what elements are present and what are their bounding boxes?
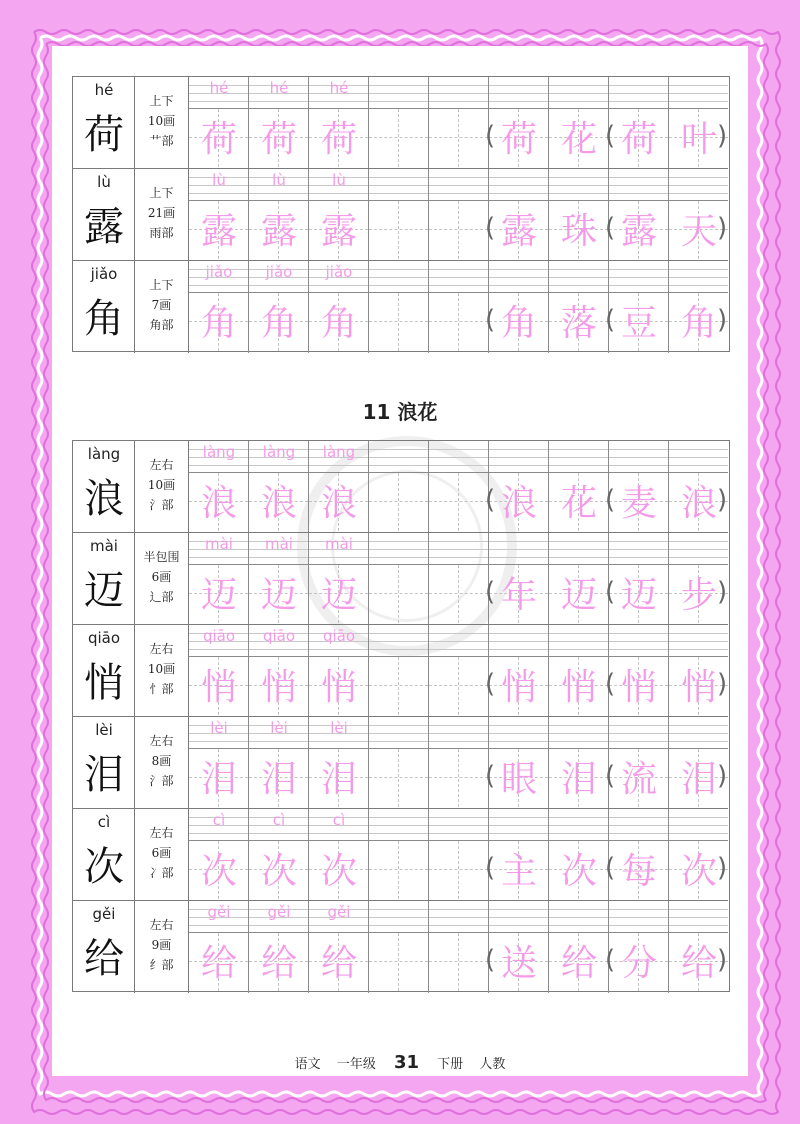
char-pinyin: hé [94,81,114,99]
char-structure: 上下 [149,278,174,292]
word-char: 悄 [500,667,537,708]
word-char: 浪 [500,483,537,524]
char-glyph: 次 [84,844,124,890]
trace-pinyin: cì [212,811,226,829]
trace-char: 露 [320,211,357,252]
word-char: 叶 [680,119,717,160]
trace-char: 浪 [260,483,297,524]
open-paren: ( [485,577,496,607]
writing-cell [429,77,489,168]
word-char: 花 [560,483,597,524]
char-glyph: 给 [84,936,124,982]
char-row [73,901,728,993]
char-row [73,169,728,261]
worksheet-page [52,46,748,1076]
trace-pinyin: lèi [270,719,288,737]
char-radical: 纟部 [149,958,174,972]
writing-grid [189,169,728,260]
trace-char: 荷 [320,119,357,160]
char-glyph: 角 [84,296,124,342]
footer-grade: 一年级 [336,1057,376,1072]
close-paren: ) [717,577,728,607]
char-pinyin: lù [97,173,111,191]
writing-grid [189,261,728,353]
footer-volume: 下册 [437,1057,464,1072]
char-info-cell [135,77,189,168]
trace-char: 给 [260,943,297,984]
trace-pinyin: lèi [210,719,228,737]
writing-cell [429,533,489,624]
char-glyph: 泪 [84,752,124,798]
footer-subject: 语文 [294,1057,321,1072]
writing-cell [429,441,489,532]
page-footer [52,1052,748,1073]
trace-char: 迈 [260,575,297,616]
char-radical: 艹部 [149,134,174,148]
trace-pinyin: mài [205,535,233,553]
char-pinyin: qiāo [87,629,121,647]
word-char: 给 [680,943,717,984]
char-head-cell [73,717,135,808]
writing-grid [189,809,728,900]
char-structure: 左右 [149,642,174,656]
char-pinyin: jiǎo [90,265,118,283]
trace-pinyin: làng [202,443,236,461]
char-row [73,809,728,901]
close-paren: ) [717,761,728,791]
close-paren: ) [717,485,728,515]
writing-cell [369,261,429,353]
char-strokes: 10画 [147,114,176,128]
trace-char: 泪 [200,759,237,800]
footer-edition: 人教 [479,1057,506,1072]
word-char: 荷 [500,119,537,160]
char-pinyin: lèi [95,721,113,739]
char-strokes: 6画 [151,570,172,584]
word-char: 角 [500,303,537,344]
close-paren: ) [717,669,728,699]
trace-char: 次 [260,851,297,892]
char-head-cell [73,169,135,260]
writing-cell [369,77,429,168]
trace-pinyin: mài [265,535,293,553]
trace-pinyin: jiǎo [205,263,233,281]
char-strokes: 21画 [147,206,176,220]
open-paren: ( [485,853,496,883]
writing-cell [369,901,429,993]
char-head-cell [73,901,135,993]
word-char: 每 [620,851,657,892]
open-paren: ( [485,669,496,699]
character-table-lesson-11 [72,440,730,992]
close-paren: ) [717,945,728,975]
char-row [73,533,728,625]
open-paren: ( [605,669,616,699]
char-info-cell [135,169,189,260]
char-strokes: 6画 [151,846,172,860]
char-head-cell [73,809,135,900]
writing-cell [369,169,429,260]
word-char: 珠 [560,211,597,252]
word-char: 次 [680,851,717,892]
trace-pinyin: jiǎo [325,263,353,281]
writing-cell [429,625,489,716]
word-char: 露 [500,211,537,252]
word-char: 麦 [620,483,657,524]
writing-cell [429,261,489,353]
word-char: 天 [680,211,717,252]
char-strokes: 10画 [147,478,176,492]
char-strokes: 8画 [151,754,172,768]
word-char: 悄 [680,667,717,708]
char-info-cell [135,261,189,353]
trace-pinyin: gěi [267,903,291,921]
trace-char: 角 [260,303,297,344]
char-strokes: 10画 [147,662,176,676]
trace-char: 泪 [260,759,297,800]
writing-cell [429,717,489,808]
writing-cell [369,717,429,808]
word-char: 迈 [620,575,657,616]
char-strokes: 7画 [151,298,172,312]
close-paren: ) [717,213,728,243]
page-number: 31 [393,1052,420,1073]
char-info-cell [135,533,189,624]
char-head-cell [73,77,135,168]
close-paren: ) [717,853,728,883]
trace-char: 给 [200,943,237,984]
char-info-cell [135,809,189,900]
word-char: 泪 [560,759,597,800]
word-char: 分 [620,943,657,984]
trace-pinyin: gěi [207,903,231,921]
word-char: 送 [500,943,537,984]
writing-grid [189,901,728,993]
word-char: 步 [680,575,717,616]
char-radical: 辶部 [149,590,174,604]
char-radical: 角部 [149,318,174,332]
word-char: 悄 [620,667,657,708]
word-char: 泪 [680,759,717,800]
open-paren: ( [485,945,496,975]
character-table-top [72,76,730,352]
trace-char: 露 [200,211,237,252]
writing-cell [429,809,489,900]
writing-cell [369,533,429,624]
open-paren: ( [605,305,616,335]
open-paren: ( [485,761,496,791]
open-paren: ( [605,213,616,243]
trace-char: 迈 [200,575,237,616]
char-radical: 雨部 [149,226,174,240]
char-glyph: 荷 [84,112,124,158]
trace-char: 露 [260,211,297,252]
trace-pinyin: mài [325,535,353,553]
word-char: 花 [560,119,597,160]
trace-char: 角 [200,303,237,344]
open-paren: ( [605,945,616,975]
open-paren: ( [605,761,616,791]
word-char: 角 [680,303,717,344]
char-glyph: 悄 [84,660,124,706]
writing-cell [369,441,429,532]
char-structure: 上下 [149,186,174,200]
trace-pinyin: qiāo [262,627,296,645]
word-char: 露 [620,211,657,252]
char-head-cell [73,625,135,716]
writing-grid [189,717,728,808]
trace-char: 浪 [200,483,237,524]
word-char: 年 [500,575,537,616]
char-radical: 氵部 [149,774,174,788]
word-char: 迈 [560,575,597,616]
trace-char: 悄 [320,667,357,708]
char-head-cell [73,261,135,353]
trace-pinyin: qiāo [202,627,236,645]
open-paren: ( [605,485,616,515]
trace-char: 角 [320,303,357,344]
trace-char: 悄 [260,667,297,708]
open-paren: ( [485,305,496,335]
close-paren: ) [717,305,728,335]
open-paren: ( [485,485,496,515]
trace-char: 给 [320,943,357,984]
char-structure: 左右 [149,826,174,840]
writing-grid [189,533,728,624]
trace-char: 荷 [200,119,237,160]
char-info-cell [135,441,189,532]
char-pinyin: làng [87,445,121,463]
char-row [73,261,728,353]
char-structure: 左右 [149,458,174,472]
writing-grid [189,441,728,532]
trace-pinyin: làng [322,443,356,461]
writing-cell [369,809,429,900]
open-paren: ( [605,121,616,151]
trace-char: 浪 [320,483,357,524]
char-structure: 左右 [149,918,174,932]
writing-grid [189,77,728,168]
open-paren: ( [605,853,616,883]
trace-pinyin: hé [269,79,289,97]
open-paren: ( [485,121,496,151]
char-info-cell [135,625,189,716]
char-row [73,77,728,169]
word-char: 流 [620,759,657,800]
trace-pinyin: cì [332,811,346,829]
trace-char: 泪 [320,759,357,800]
char-pinyin: mài [90,537,118,555]
trace-pinyin: hé [329,79,349,97]
word-char: 主 [500,851,537,892]
word-char: 豆 [620,303,657,344]
char-info-cell [135,901,189,993]
trace-pinyin: lèi [330,719,348,737]
trace-pinyin: lù [272,171,286,189]
trace-pinyin: lù [332,171,346,189]
char-glyph: 浪 [84,476,124,522]
trace-pinyin: cì [272,811,286,829]
char-radical: 忄部 [149,682,174,696]
char-glyph: 露 [84,204,124,250]
trace-pinyin: jiǎo [265,263,293,281]
word-char: 眼 [500,759,537,800]
word-char: 落 [560,303,597,344]
trace-char: 荷 [260,119,297,160]
char-info-cell [135,717,189,808]
char-pinyin: cì [97,813,111,831]
open-paren: ( [485,213,496,243]
writing-cell [369,625,429,716]
char-strokes: 9画 [151,938,172,952]
word-char: 次 [560,851,597,892]
char-radical: 冫部 [149,866,174,880]
open-paren: ( [605,577,616,607]
char-structure: 上下 [149,94,174,108]
writing-cell [429,169,489,260]
word-char: 荷 [620,119,657,160]
trace-char: 次 [320,851,357,892]
trace-pinyin: gěi [327,903,351,921]
trace-pinyin: lù [212,171,226,189]
trace-pinyin: hé [209,79,229,97]
word-char: 悄 [560,667,597,708]
char-radical: 氵部 [149,498,174,512]
word-char: 给 [560,943,597,984]
close-paren: ) [717,121,728,151]
char-row [73,441,728,533]
writing-grid [189,625,728,716]
char-pinyin: gěi [92,905,116,923]
char-row [73,625,728,717]
char-row [73,717,728,809]
char-head-cell [73,441,135,532]
word-char: 浪 [680,483,717,524]
char-structure: 左右 [149,734,174,748]
trace-char: 次 [200,851,237,892]
trace-char: 迈 [320,575,357,616]
trace-pinyin: làng [262,443,296,461]
char-glyph: 迈 [84,568,124,614]
char-head-cell [73,533,135,624]
writing-cell [429,901,489,993]
trace-char: 悄 [200,667,237,708]
trace-pinyin: qiāo [322,627,356,645]
char-structure: 半包围 [143,550,180,564]
lesson-title: 11 浪花 [362,400,438,424]
